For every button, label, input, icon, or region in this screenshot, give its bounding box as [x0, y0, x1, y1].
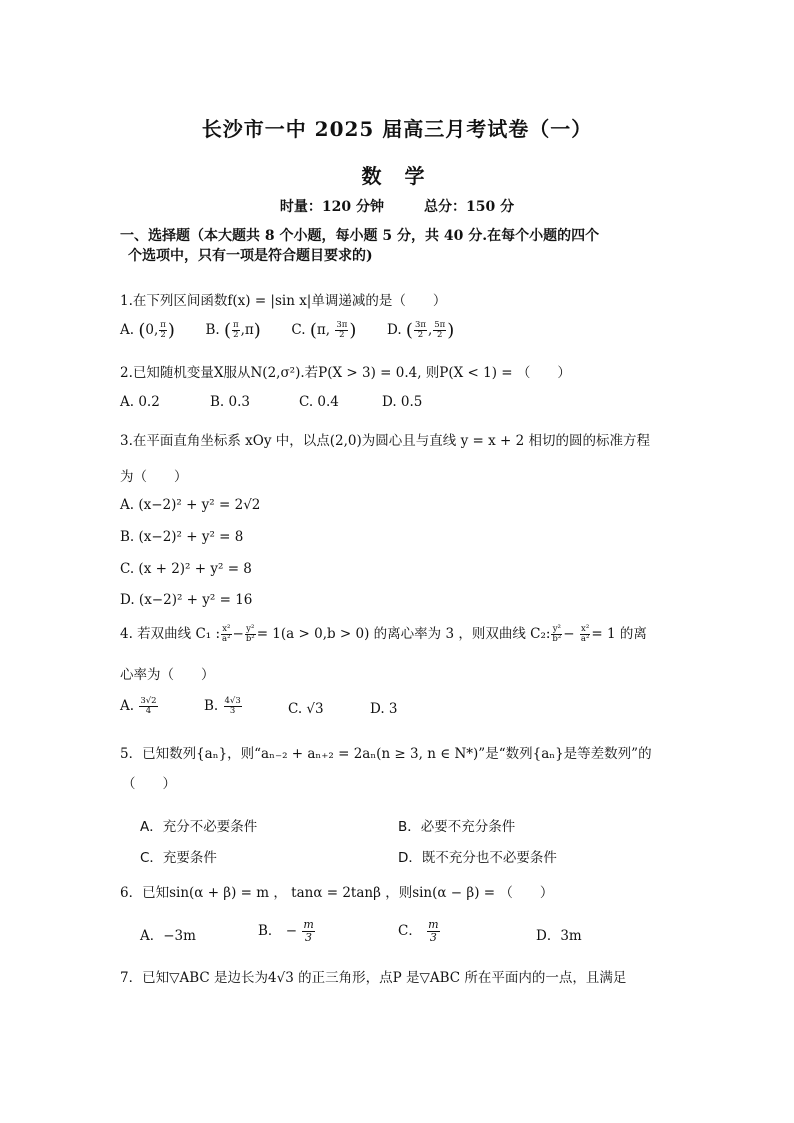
q1-option-c: C. (π, $\frac{3\pi}{2}$ )	[291, 320, 357, 341]
q5-option-b: B．必要不充分条件	[398, 819, 516, 835]
q5-option-d: D．既不充分也不必要条件	[398, 850, 557, 866]
total-score: 总分：150 分	[424, 199, 515, 215]
q2-option-c: C. 0.4	[299, 394, 339, 410]
q5-option-a: A．充分不必要条件	[140, 819, 258, 835]
question-5-stem: 5．已知数列{aₙ}，则“aₙ₋₂ + aₙ₊₂ = 2aₙ(n ≥ 3, n ∈ N*)”是“数列{aₙ}是等差数列”的	[120, 746, 652, 762]
q2-option-b: B. 0.3	[210, 394, 250, 410]
question-1-stem: 1.在下列区间函数f(x) = |sin x|单调递减的是（ ）	[120, 293, 447, 309]
q6-option-d: D．3m	[536, 928, 582, 944]
question-5-paren: （ ）	[122, 776, 176, 792]
q1-option-a: A. (0, $\frac{\pi}{2}$ )	[120, 320, 175, 341]
question-7-stem: 7．已知▽ABC 是边长为4√3 的正三角形，点P 是▽ABC 所在平面内的一点，且满足	[120, 970, 627, 986]
question-3-stem-line2: 为（ ）	[120, 469, 188, 485]
q6-option-b: B． − $\frac{m}{3}$	[258, 918, 314, 944]
q3-option-c: C. (x + 2)² + y² = 8	[120, 561, 252, 577]
q2-option-a: A. 0.2	[120, 394, 160, 410]
q1-option-b: B. ( $\frac{\pi}{2}$ ,π)	[205, 320, 261, 341]
question-1-options	[120, 320, 454, 341]
q3-option-d: D. (x−2)² + y² = 16	[120, 592, 253, 608]
q4-option-c: C. √3	[288, 701, 324, 717]
q4-option-d: D. 3	[370, 701, 398, 717]
exam-title: 长沙市一中 2025 届高三月考试卷（一）	[201, 117, 593, 141]
q5-option-c: C．充要条件	[140, 850, 217, 866]
q4-option-b: B. $\frac{4√3}{3}$	[204, 696, 241, 716]
q1-option-d: D. ( $\frac{3\pi}{2}$ , $\frac{5\pi}{2}$ )	[386, 320, 455, 341]
q6-option-a: A．−3m	[140, 928, 196, 944]
question-4-stem-line1: 4. 若双曲线 C₁ : $\frac{\text{x²}}{\text{a²}}$ − $\frac{\text{y²}}{\text{b²}}$ = 1(a > 0,b > 0) 的离心率为 3 ，则双曲线 C₂: $\frac{\text{y²}}{\text{b²}}$ − $\frac{\text{x²}}{\text{a²}}$ = 1 的离	[120, 624, 647, 644]
section-heading-line2: 个选项中，只有一项是符合题目要求的)	[128, 248, 373, 264]
q4-option-a: A. $\frac{3√2}{4}$	[120, 696, 157, 716]
exam-meta	[0, 196, 794, 216]
q6-option-c: C． $\frac{m}{3}$	[398, 918, 439, 944]
section-heading	[120, 226, 599, 266]
question-4-stem-line2: 心率为（ ）	[120, 667, 215, 683]
question-2-stem: 2.已知随机变量X服从N(2,σ²).若P(X > 3) = 0.4, 则P(X < 1) = （ ）	[120, 365, 571, 381]
q3-option-b: B. (x−2)² + y² = 8	[120, 529, 244, 545]
subject-title: 数 学	[361, 164, 433, 188]
q2-option-d: D. 0.5	[382, 394, 423, 410]
question-6-stem: 6．已知sin(α + β) = m ， tanα = 2tanβ ，则sin(α − β) = （ ）	[120, 885, 554, 901]
section-heading-line1: 一、选择题（本大题共 8 个小题，每小题 5 分，共 40 分.在每个小题的四个	[120, 228, 600, 244]
q3-option-a: A. (x−2)² + y² = 2√2	[120, 497, 261, 513]
time-limit: 时量：120 分钟	[279, 199, 384, 215]
question-3-stem-line1: 3.在平面直角坐标系 xOy 中，以点(2,0)为圆心且与直线 y = x + 2 相切的圆的标准方程	[120, 433, 650, 449]
